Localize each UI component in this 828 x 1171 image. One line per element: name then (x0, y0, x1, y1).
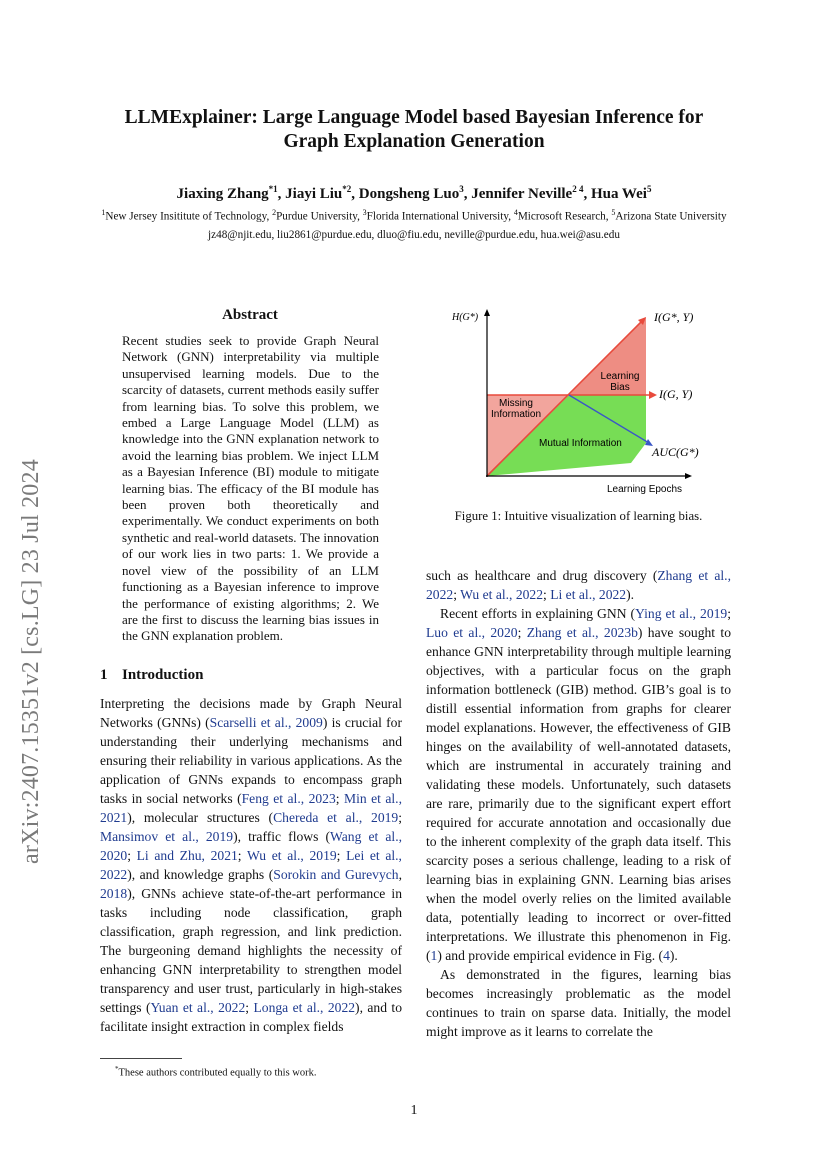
citation-link[interactable]: Luo et al., 2020 (426, 625, 518, 640)
author-list: Jiaxing Zhang$^{*1}$, Jiayi Liu$^{*2}$, Dongsheng Luo$^3$, Jennifer Neville$^{2 4}$, Hua Wei$^5$ (176, 184, 652, 202)
citation-link[interactable]: Wu et al., 2022 (460, 587, 544, 602)
y-axis-label: H(G*) (452, 312, 479, 323)
author: Hua Wei$^5$ (590, 184, 652, 202)
abstract-text: Recent studies seek to provide Graph Neural Network (GNN) interpretability via multiple unsupervised learning models. Due to the scarcity of datasets, current methods easily suffer from learning bias. To solve this problem, we embed a Large Language Model (LLM) as knowledge into the GNN explanation network to avoid the learning bias problem. We inject LLM as a Bayesian Inference (BI) module to mitigate learning bias. The efficacy of the BI module has been proven both theoretically and experimentally. We conduct experiments on both synthetic and real-world datasets. The innovation of our work lies in two parts: 1. We provide a novel view of the possibility of an LLM functioning as a Bayesian inference to improve the performance of existing algorithms; 2. We are the first to discuss the learning bias issues in the GNN explanation problem. (122, 333, 379, 644)
intro-paragraph-1 (100, 694, 402, 1036)
citation-link[interactable]: Chereda et al., 2019 (273, 810, 399, 825)
label-mutual-information: Mutual Information (539, 438, 622, 449)
paper-title (90, 106, 738, 154)
author: Jiayi Liu$^{*2}$ (285, 184, 352, 202)
footnote-rule (100, 1058, 182, 1059)
author: Jennifer Neville$^{2 4}$ (471, 184, 584, 202)
citation-link[interactable]: Feng et al., 2023 (241, 791, 336, 806)
citation-link[interactable]: Min et al., 2021 (100, 791, 402, 825)
figure-learning-bias (446, 305, 716, 500)
label-i-g-y: I(G, Y) (659, 387, 693, 401)
citation-link[interactable]: Li et al., 2022 (550, 587, 627, 602)
paragraph: As demonstrated in the figures, learning bias becomes increasingly problematic as the model continues to train on sparse data. Initially, the model might improve as it learns to correlate the (426, 967, 731, 1039)
affiliations: $^1$New Jersey Insititute of Technology, $^2$Purdue University, $^3$Florida International University, $^4$Microsoft Research, $^5$Arizona State University (101, 208, 727, 223)
arxiv-stamp: arXiv:2407.15351v2 [cs.LG] 23 Jul 2024 (18, 459, 44, 864)
section-number: 1 (100, 667, 108, 683)
figure-caption: Figure 1: Intuitive visualization of learning bias. (454, 509, 703, 523)
abstract-heading: Abstract (222, 307, 278, 323)
title-line-1: LLMExplainer: Large Language Model based Bayesian Inference for (124, 107, 704, 128)
citation-link[interactable]: Zhang et al., 2022 (426, 568, 731, 602)
x-axis-label: Learning Epochs (607, 484, 683, 495)
citation-link[interactable]: Wu et al., 2019 (247, 848, 337, 863)
label-bias: Bias (610, 382, 630, 393)
paragraph: Recent efforts in explaining GNN (Ying et al., 2019; Luo et al., 2020; Zhang et al., 2023b) have sought to enhance GNN interpretability through multiple learning objectives, with a particular focus on the graph information bottleneck (GIB) method. GIB’s goal is to distill essential information from graphs for clearer model explanations. However, the effectiveness of GIB hinges on the availability of well-annotated datasets, which are instrumental in accurately training and validating these models. Unfortunately, such datasets are rare, primarily due to the significant expert effort required for accurate annotation and occasionally due to the inherent complexity of the graph data itself. This scarcity poses a serious challenge, leading to a risk of learning bias in explaining GNN. Learning bias arises when the model overly relies on the limited available data, potentially leading to incorrect or over-fitted interpretations. We illustrate this phenomenon in Fig. (1) and provide empirical evidence in Fig. (4). (426, 606, 732, 963)
arrowhead (685, 473, 692, 479)
footnote: *These authors contributed equally to this work. (115, 1065, 317, 1079)
citation-link[interactable]: Sorokin and Gurevych (273, 867, 399, 882)
citation-link[interactable]: Zhang et al., 2023b (526, 625, 638, 640)
author: Dongsheng Luo$^3$ (358, 184, 464, 202)
arrowhead (484, 309, 490, 316)
citation-link[interactable]: 2018 (100, 886, 128, 901)
paragraph: such as healthcare and drug discovery (Zhang et al., 2022; Wu et al., 2022; Li et al., 2022). (426, 568, 731, 602)
citation-link[interactable]: Yuan et al., 2022 (150, 1000, 246, 1015)
paragraph: Interpreting the decisions made by Graph Neural Networks (GNNs) (Scarselli et al., 2009) is crucial for understanding their underlying mechanisms and ensuring their reliability in various applications. As the application of GNNs expands to encompass graph tasks in social networks (Feng et al., 2023; Min et al., 2021), molecular structures (Chereda et al., 2019; Mansimov et al., 2019), traffic flows (Wang et al., 2020; Li and Zhu, 2021; Wu et al., 2019; Lei et al., 2022), and knowledge graphs (Sorokin and Gurevych, 2018), GNNs achieve state-of-the-art performance in tasks including node classification, graph classification, graph regression, and link prediction. The burgeoning demand highlights the necessity of enhancing GNN interpretability to strengthen model transparency and user trust, particularly in high-stakes settings (Yuan et al., 2022; Longa et al., 2022), and to facilitate insight extraction in complex fields (100, 696, 403, 1034)
citation-link[interactable]: Longa et al., 2022 (253, 1000, 356, 1015)
learning-bias-diagram (446, 305, 716, 500)
section-title: Introduction (122, 667, 204, 683)
citation-link[interactable]: Mansimov et al., 2019 (100, 829, 234, 844)
intro-right-column (426, 566, 731, 1041)
arrowhead (649, 391, 657, 399)
citation-link[interactable]: 1 (430, 948, 438, 963)
citation-link[interactable]: Li and Zhu, 2021 (136, 848, 238, 863)
author: Jiaxing Zhang$^{*1}$ (176, 184, 278, 202)
author-emails: jz48@njit.edu, liu2861@purdue.edu, dluo@fiu.edu, neville@purdue.edu, hua.wei@asu.edu (208, 229, 620, 241)
label-auc-gstar: AUC(G*) (652, 445, 699, 459)
citation-link[interactable]: Ying et al., 2019 (635, 606, 728, 621)
citation-link[interactable]: Scarselli et al., 2009 (209, 715, 323, 730)
label-information: Information (490, 409, 542, 420)
label-learning: Learning (600, 371, 640, 382)
page-number: 1 (410, 1103, 418, 1118)
label-i-gstar-y: I(G*, Y) (654, 310, 694, 324)
section-heading-introduction (100, 667, 203, 684)
label-missing: Missing (499, 398, 533, 409)
citation-link[interactable]: Lei et al., 2022 (100, 848, 402, 882)
citation-link[interactable]: 4 (663, 948, 670, 963)
citation-link[interactable]: Wang et al., 2020 (100, 829, 403, 863)
title-line-2: Graph Explanation Generation (283, 131, 545, 152)
